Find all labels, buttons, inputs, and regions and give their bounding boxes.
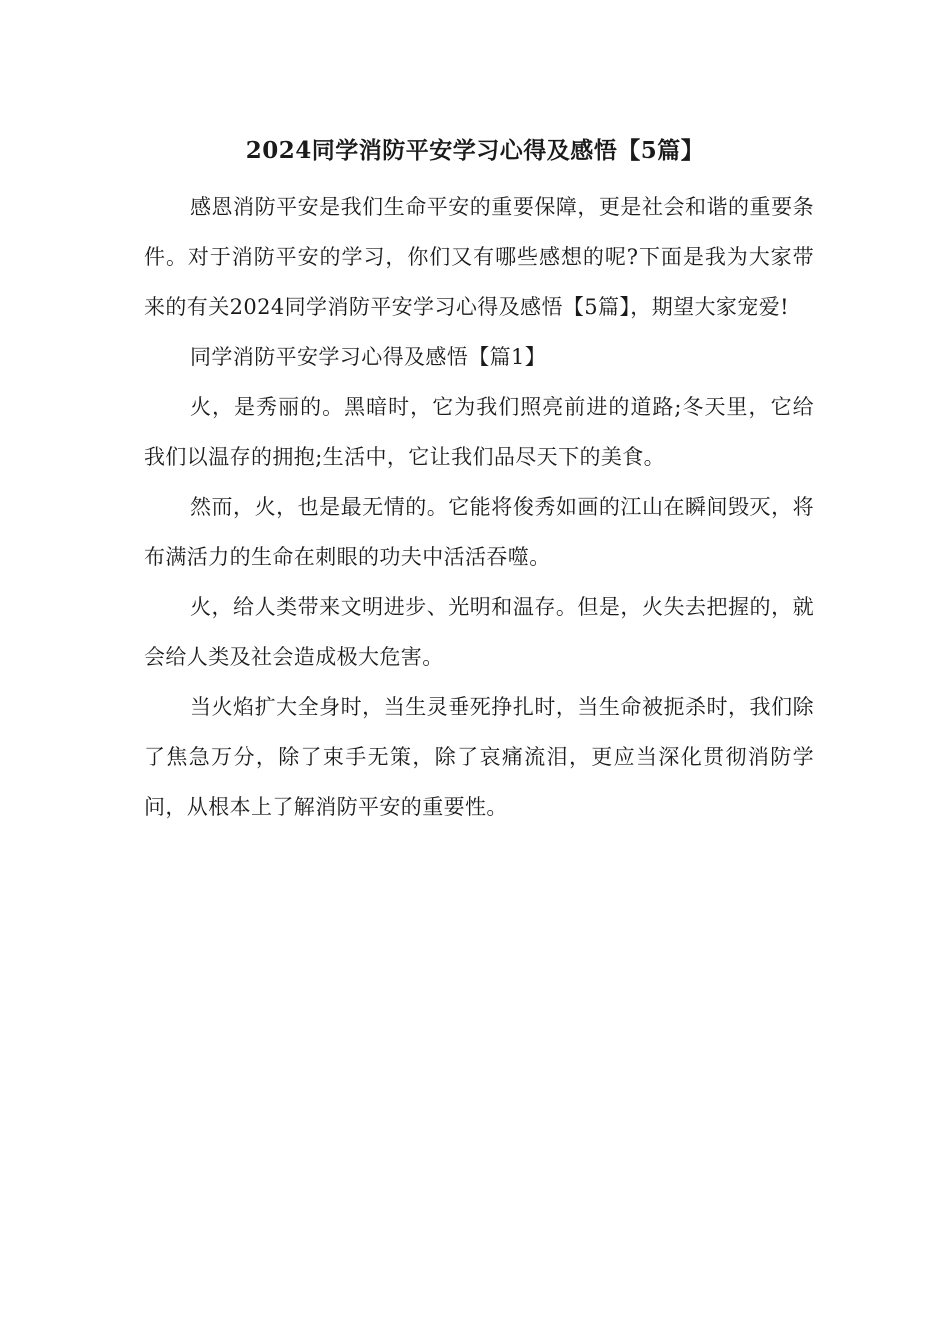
body-paragraph: 火，是秀丽的。黑暗时，它为我们照亮前进的道路;冬天里，它给我们以温存的拥抱;生活中，它让我们品尽天下的美食。	[144, 395, 814, 469]
section-heading: 同学消防平安学习心得及感悟【篇1】	[190, 345, 547, 369]
document-body	[144, 182, 814, 832]
body-paragraph: 火，给人类带来文明进步、光明和温存。但是，火失去把握的，就会给人类及社会造成极大危害。	[144, 595, 814, 669]
body-paragraph: 当火焰扩大全身时，当生灵垂死挣扎时，当生命被扼杀时，我们除了焦急万分，除了束手无策，除了哀痛流泪，更应当深化贯彻消防学问，从根本上了解消防平安的重要性。	[144, 695, 814, 819]
intro-paragraph: 感恩消防平安是我们生命平安的重要保障，更是社会和谐的重要条件。对于消防平安的学习，你们又有哪些感想的呢?下面是我为大家带来的有关2024同学消防平安学习心得及感悟【5篇】，期望大家宠爱!	[144, 195, 814, 319]
body-paragraph: 然而，火，也是最无情的。它能将俊秀如画的江山在瞬间毁灭，将布满活力的生命在刺眼的功夫中活活吞噬。	[144, 495, 814, 569]
document-title: 2024同学消防平安学习心得及感悟【5篇】	[245, 137, 705, 164]
